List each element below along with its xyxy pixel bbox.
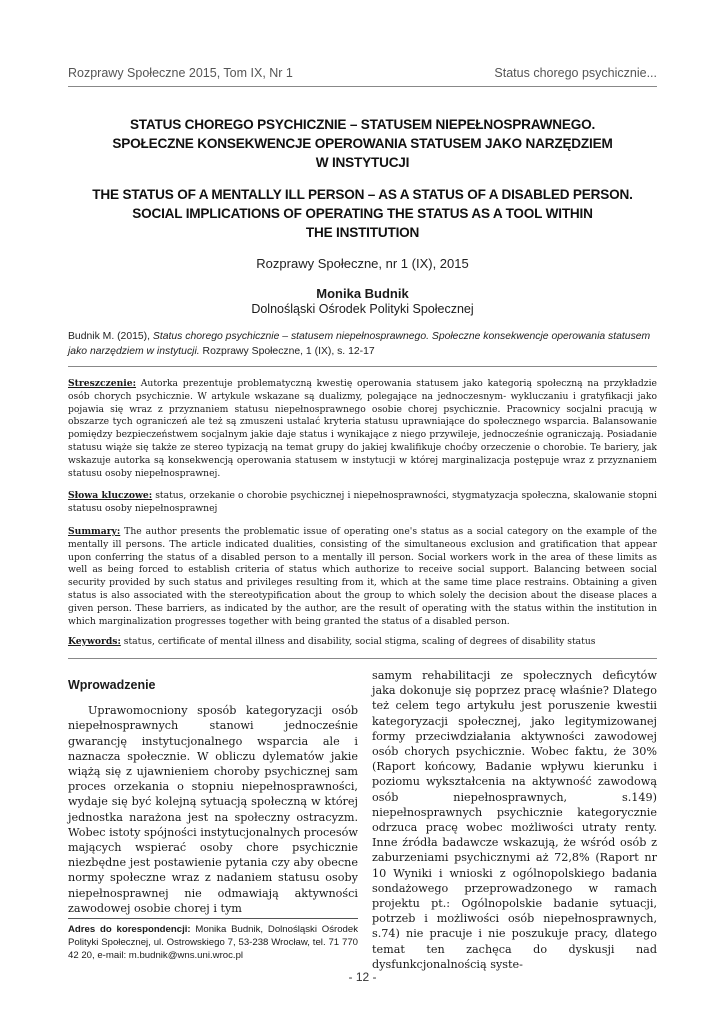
slowa-kluczowe-block	[68, 490, 657, 516]
slowa-kluczowe-label: Słowa kluczowe:	[68, 490, 153, 501]
keywords-text: status, certificate of mental illness and disability, social stigma, scaling of degrees of disability status	[120, 636, 596, 647]
correspondence-footnote	[68, 918, 358, 962]
citation-lead: Budnik M. (2015),	[68, 331, 153, 342]
summary-block	[68, 526, 657, 628]
correspondence-text: Monika Budnik, Dolnośląski Ośrodek Polityki Społecznej, ul. Ostrowskiego 7, 53-238 Wrocław, tel. 71 770 42 20, e-mail: m.budnik@wns.uni.wroc.pl	[68, 924, 358, 961]
streszczenie-block	[68, 378, 657, 480]
author-name: Monika Budnik	[316, 286, 409, 301]
polish-title-line: SPOŁECZNE KONSEKWENCJE OPEROWANIA STATUSEM JAKO NARZĘDZIEM	[112, 136, 613, 151]
english-title-line: SOCIAL IMPLICATIONS OF OPERATING THE STATUS AS A TOOL WITHIN	[132, 206, 593, 221]
journal-issue-header: Rozprawy Społeczne 2015, Tom IX, Nr 1	[68, 66, 293, 80]
summary-text: The author presents the problematic issue of operating one's status as a social category on the example of the mentally ill persons. The article indicated dualities, consisting of the simultaneous exclusion and gratification that appear upon conferring the status of a disabled person to a mentally ill person. Social workers work in the area of these limits as well as being forced to establish criteria of status which authorize to receive social support. Balancing between social security provided by such status and privileges resulting from it, which at the same time place restrains. Obtaining a given status is also associated with the stereotypification about the group to which solely the decision about the disease places a given person. These barriers, as indicated by the author, are the result of operating with the status within the institution in which marginalization progresses together with being granted the status of a disabled person.	[68, 526, 657, 627]
body-left-column	[68, 668, 358, 916]
journal-line: Rozprawy Społeczne, nr 1 (IX), 2015	[256, 256, 469, 271]
body-right-column	[372, 668, 657, 972]
divider	[68, 366, 657, 367]
polish-title-line: STATUS CHOREGO PSYCHICZNIE – STATUSEM NIEPEŁNOSPRAWNEGO.	[129, 117, 596, 132]
keywords-label: Keywords:	[68, 636, 121, 647]
short-title-header: Status chorego psychicznie...	[494, 66, 657, 80]
body-paragraph: samym rehabilitacji ze społecznych deficytów jaka dokonuje się poprzez pracę właśnie? Dlatego też celem tego artykułu jest poruszenie kwestii kategoryzacji społecznej, jako legitymizowanej formy przeciwdziałania aktywności zawodowej osób chorych psychicznie. Wobec faktu, że 30% (Raport końcowy, Badanie wpływu kierunku i poziomu wykształcenia na aktywność zawodową osób niepełnosprawnych, s.149) niepełnosprawnych psychicznie kategorycznie odrzuca pracę wobec możliwości utraty renty. Inne źródła badawcze wskazują, że wśród osób z zaburzeniami psychicznymi aż 72,8% (Raport nr 10 Wyniki i wnioski z ogólnopolskiego badania sondażowego przeprowadzonego w ramach projektu pt.: Ogólnopolskie badanie sytuacji, potrzeb i możliwości osób niepełnosprawnych, s.74) nie pracuje i nie poszukuje pracy, dlatego temat ten zachęca do dyskusji nad dysfunkcjonalnością syste-	[372, 669, 657, 971]
polish-title	[68, 115, 657, 172]
citation-title: Status chorego psychicznie – statusem niepełnosprawnego. Społeczne konsekwencje operowania statusem jako narzędziem w instytucji.	[68, 331, 651, 357]
keywords-block	[68, 636, 657, 649]
summary-label: Summary:	[68, 526, 121, 537]
citation	[68, 330, 657, 360]
streszczenie-label: Streszczenie:	[68, 378, 137, 389]
body-paragraph: Uprawomocniony sposób kategoryzacji osób niepełnosprawnych stanowi jednocześnie gwarancję instytucjonalnego wsparcia ale i naznacza społecznie. W obliczu dylematów jakie wiążą się z ujawnieniem choroby psychicznej sam proces orzekania o stopniu niepełnosprawności, wydaje się być kolejną sytuacją społeczną w której jednostka narażona jest na społeczny ostracyzm. Wobec istoty spójności instytucjonalnych procesów mających wspierać osoby chore psychicznie niezbędne jest postawienie pytania czy aby obecne normy społeczne wraz z nadaniem statusu osoby niepełnosprawnej nie odmawiają aktywności zawodowej osobie chorej i tym	[68, 704, 358, 915]
slowa-kluczowe-text: status, orzekanie o chorobie psychicznej i niepełnosprawności, stygmatyzacja społeczna, skalowanie stopni statusu osoby niepełnosprawnej	[68, 490, 657, 514]
streszczenie-text: Autorka prezentuje problematyczną kwestię operowania statusem jako kategorią społeczną na przykładzie osób chorych psychicznie. W artykule wskazane są dualizmy, polegające na jednoczesnym- wykluczaniu i gratyfikacji jako pojawia się wraz z przyznaniem statusu niepełnosprawnego osobie chorej psychicznie. Pracownicy socjalni pracują w obszarze tych ograniczeń ale też są zmuszeni ustalać kryteria statusu uprawniające do społecznego wsparcia. Balansowanie pomiędzy bezpieczeństwem socjalnym jakie daje status i wynikające z niego przywileje, jednocześnie ograniczają. Posiadanie statusu wiąże się także ze stereo typizacją na temat grupy do jakiej kwalifikuje choćby orzeczenie o chorobie. Te bariery, jak wskazuje autorka są konsekwencją operowania statusem w instytucji w której marginalizacja postępuje wraz z przyznaniem statusu osoby niepełnosprawnej.	[68, 378, 657, 479]
english-title	[68, 185, 657, 242]
english-title-line: THE INSTITUTION	[305, 225, 420, 240]
page-number: - 12 -	[348, 970, 377, 984]
citation-source: Rozprawy Społeczne, 1 (IX), s. 12-17	[199, 345, 375, 357]
author-affiliation: Dolnośląski Ośrodek Polityki Społecznej	[251, 302, 474, 316]
polish-title-line: W INSTYTUCJI	[315, 155, 410, 170]
divider	[68, 658, 657, 659]
english-title-line: THE STATUS OF A MENTALLY ILL PERSON – AS A STATUS OF A DISABLED PERSON.	[92, 187, 633, 202]
running-header	[68, 64, 657, 87]
section-heading: Wprowadzenie	[68, 678, 156, 692]
correspondence-label: Adres do korespondencji:	[68, 924, 191, 935]
